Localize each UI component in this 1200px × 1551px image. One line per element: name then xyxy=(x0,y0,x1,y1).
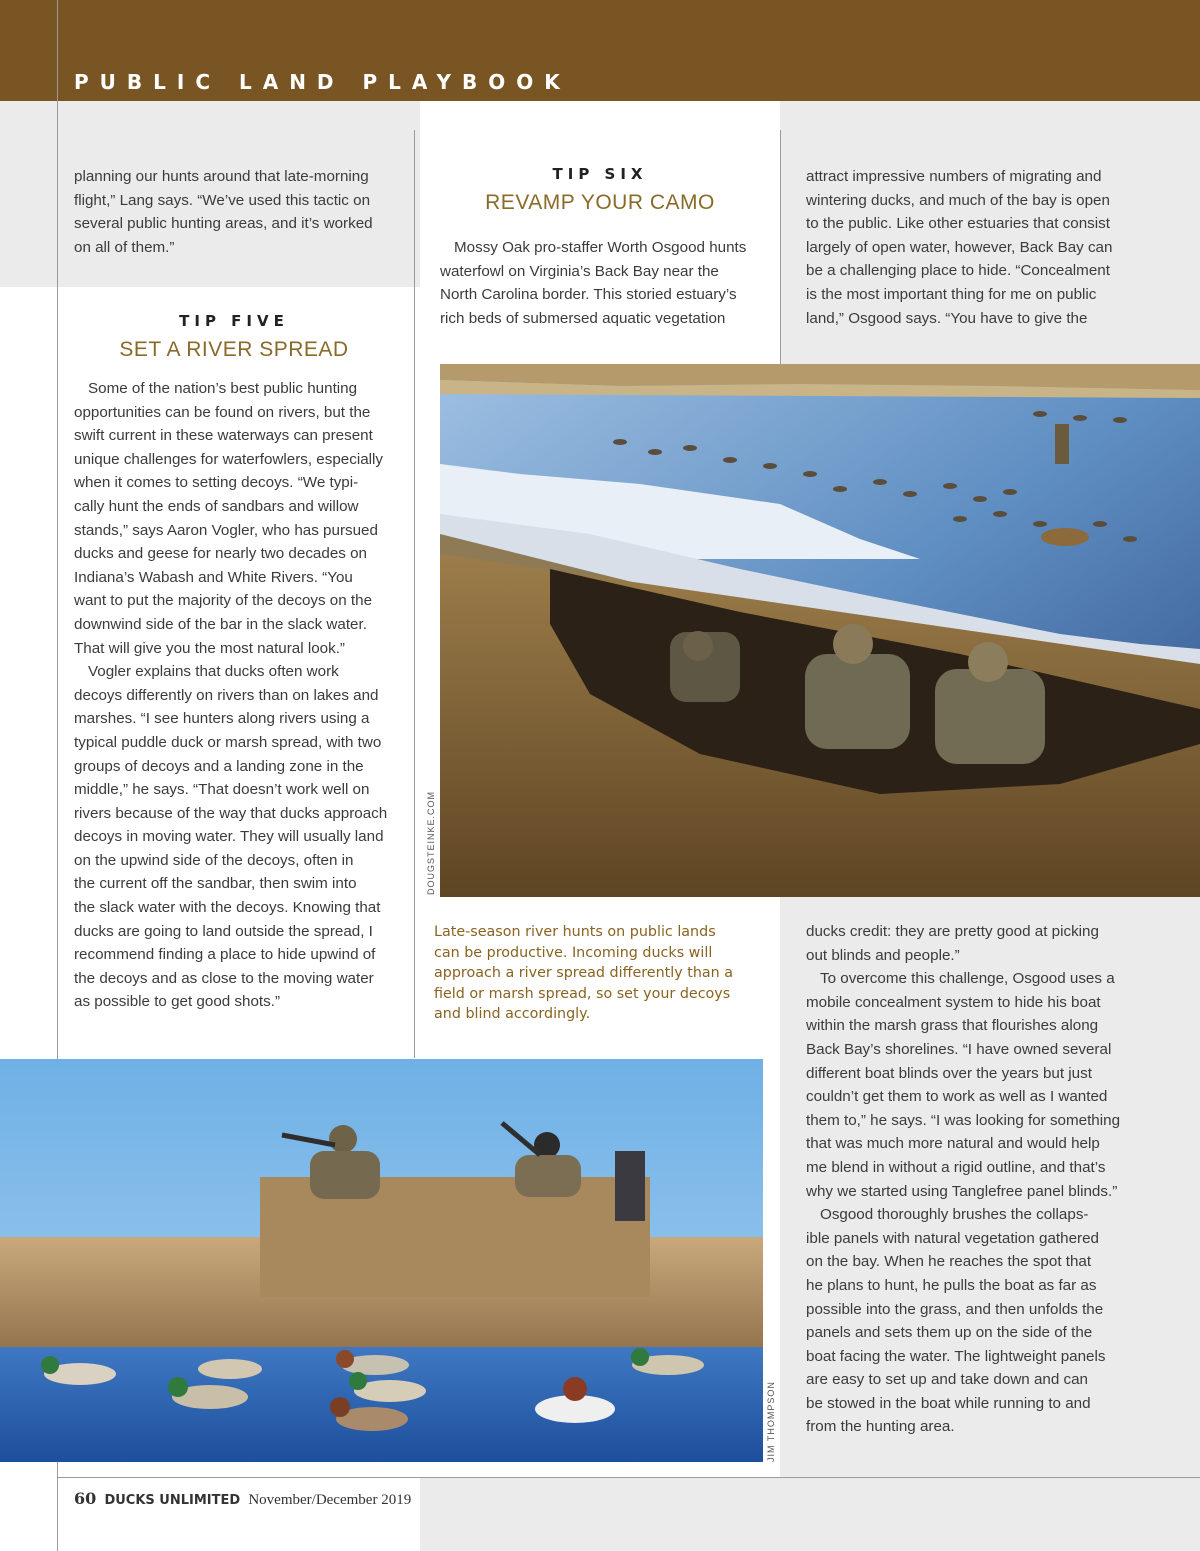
photo-caption xyxy=(434,922,754,1025)
text-line: rich beds of submersed aquatic vegetation xyxy=(440,309,726,327)
text-line: several public hunting areas, and it’s worked xyxy=(74,215,373,233)
text-line: middle,” he says. “That doesn’t work well on xyxy=(74,781,370,799)
text-line: that was much more natural and would help xyxy=(806,1135,1100,1153)
text-line: mobile concealment system to hide his boat xyxy=(806,993,1101,1011)
text-line: possible into the grass, and then unfolds the xyxy=(806,1300,1104,1318)
text-line: Vogler explains that ducks often work xyxy=(88,663,339,681)
text-line: swift current in these waterways can present xyxy=(74,427,373,445)
section-title: PUBLIC LAND PLAYBOOK xyxy=(74,70,571,94)
page-number: 60 xyxy=(74,1489,97,1508)
column1-top-text xyxy=(74,165,404,259)
text-line: ducks credit: they are pretty good at picking xyxy=(806,923,1099,940)
text-line: typical puddle duck or marsh spread, with two xyxy=(74,733,382,751)
footer-rule xyxy=(57,1477,1200,1478)
tip-six-kicker: TIP SIX xyxy=(552,165,648,183)
river-hunt-illustration xyxy=(440,364,1200,897)
text-line: marshes. “I see hunters along rivers using a xyxy=(74,710,370,728)
text-line: recommend finding a place to hide upwind of xyxy=(74,946,376,964)
text-line: me blend in without a rigid outline, and that’s xyxy=(806,1158,1106,1176)
tip-six-body xyxy=(440,236,775,330)
column3-top-text xyxy=(806,165,1136,330)
text-line: to the public. Like other estuaries that consist xyxy=(806,215,1110,233)
caption-line: Late-season river hunts on public lands xyxy=(434,924,716,940)
caption-line: can be productive. Incoming ducks will xyxy=(434,944,713,961)
text-line: out blinds and people.” xyxy=(806,946,960,964)
text-line: Some of the nation’s best public hunting xyxy=(88,380,358,397)
text-line: planning our hunts around that late-morning xyxy=(74,168,369,185)
text-line: from the hunting area. xyxy=(806,1418,955,1436)
text-line: within the marsh grass that flourishes along xyxy=(806,1017,1099,1035)
text-line: ible panels with natural vegetation gathered xyxy=(806,1229,1099,1247)
page-footer xyxy=(74,1489,411,1509)
text-line: is the most important thing for me on public xyxy=(806,285,1097,303)
bottom-photo-credit: JIM THOMPSON xyxy=(766,1381,776,1462)
text-line: ducks are going to land outside the spread, I xyxy=(74,922,373,940)
column-rule-1 xyxy=(414,130,415,1058)
caption-line: field or marsh spread, so set your decoys xyxy=(434,985,731,1002)
text-line: why we started using Tanglefree panel blinds.” xyxy=(806,1182,1118,1200)
caption-line: and blind accordingly. xyxy=(434,1006,591,1023)
text-line: decoys in moving water. They will usually land xyxy=(74,828,384,846)
text-line: North Carolina border. This storied estuary’s xyxy=(440,286,737,304)
text-line: on the upwind side of the decoys, often in xyxy=(74,851,354,869)
text-line: To overcome this challenge, Osgood uses a xyxy=(820,970,1115,988)
boat-blind-photo xyxy=(0,1059,763,1462)
text-line: Osgood thoroughly brushes the collaps- xyxy=(820,1206,1089,1224)
text-line: be stowed in the boat while running to and xyxy=(806,1394,1091,1412)
text-line: Indiana’s Wabash and White Rivers. “You xyxy=(74,568,353,586)
text-line: different boat blinds over the years but just xyxy=(806,1064,1092,1082)
text-line: That will give you the most natural look.” xyxy=(74,639,345,657)
tip-five-body xyxy=(74,377,404,1014)
text-line: on all of them.” xyxy=(74,238,175,256)
text-line: the decoys and as close to the moving water xyxy=(74,969,374,987)
river-hunt-photo xyxy=(440,364,1200,897)
text-line: waterfowl on Virginia’s Back Bay near the xyxy=(440,262,719,280)
text-line: attract impressive numbers of migrating and xyxy=(806,168,1102,185)
gray-panel-footer xyxy=(420,1478,780,1551)
text-line: decoys differently on rivers than on lakes and xyxy=(74,686,379,704)
text-line: land,” Osgood says. “You have to give the xyxy=(806,309,1088,327)
text-line: groups of decoys and a landing zone in the xyxy=(74,757,364,775)
text-line: couldn’t get them to work as well as I wanted xyxy=(806,1088,1108,1106)
column-rule-2 xyxy=(780,130,781,364)
magazine-name: DUCKS UNLIMITED xyxy=(104,1493,241,1508)
text-line: rivers because of the way that ducks approach xyxy=(74,804,388,822)
top-photo-credit: DOUGSTEINKE.COM xyxy=(426,790,436,895)
text-line: flight,” Lang says. “We’ve used this tactic on xyxy=(74,191,371,209)
issue-date: November/December 2019 xyxy=(248,1492,412,1508)
tip-five-kicker: TIP FIVE xyxy=(179,312,289,330)
tip-six-heading: REVAMP YOUR CAMO xyxy=(485,191,715,214)
text-line: when it comes to setting decoys. “We typi- xyxy=(74,474,359,492)
text-line: largely of open water, however, Back Bay can xyxy=(806,238,1113,256)
text-line: Mossy Oak pro-staffer Worth Osgood hunts xyxy=(454,239,747,256)
text-line: panels and sets them up on the side of the xyxy=(806,1324,1093,1342)
text-line: he plans to hunt, he pulls the boat as far as xyxy=(806,1276,1097,1294)
text-line: them to,” he says. “I was looking for something xyxy=(806,1111,1121,1129)
text-line: cally hunt the ends of sandbars and willow xyxy=(74,497,359,515)
text-line: unique challenges for waterfowlers, especially xyxy=(74,450,383,468)
text-line: stands,” says Aaron Vogler, who has pursued xyxy=(74,521,378,539)
column3-bottom-text xyxy=(806,920,1141,1439)
tip-five-heading: SET A RIVER SPREAD xyxy=(119,338,349,361)
text-line: the current off the sandbar, then swim into xyxy=(74,875,357,893)
text-line: downwind side of the bar in the slack water. xyxy=(74,615,367,633)
caption-line: approach a river spread differently than a xyxy=(434,965,734,982)
text-line: wintering ducks, and much of the bay is open xyxy=(806,191,1110,209)
text-line: opportunities can be found on rivers, but the xyxy=(74,403,371,421)
text-line: as possible to get good shots.” xyxy=(74,993,281,1011)
text-line: on the bay. When he reaches the spot that xyxy=(806,1253,1092,1271)
text-line: be a challenging place to hide. “Concealment xyxy=(806,262,1110,280)
text-line: Back Bay’s shorelines. “I have owned several xyxy=(806,1040,1112,1058)
text-line: are easy to set up and take down and can xyxy=(806,1371,1089,1389)
text-line: the slack water with the decoys. Knowing that xyxy=(74,899,381,917)
boat-blind-illustration xyxy=(0,1059,763,1462)
text-line: want to put the majority of the decoys on the xyxy=(74,592,373,610)
text-line: boat facing the water. The lightweight panels xyxy=(806,1347,1106,1365)
text-line: ducks and geese for nearly two decades on xyxy=(74,545,367,563)
